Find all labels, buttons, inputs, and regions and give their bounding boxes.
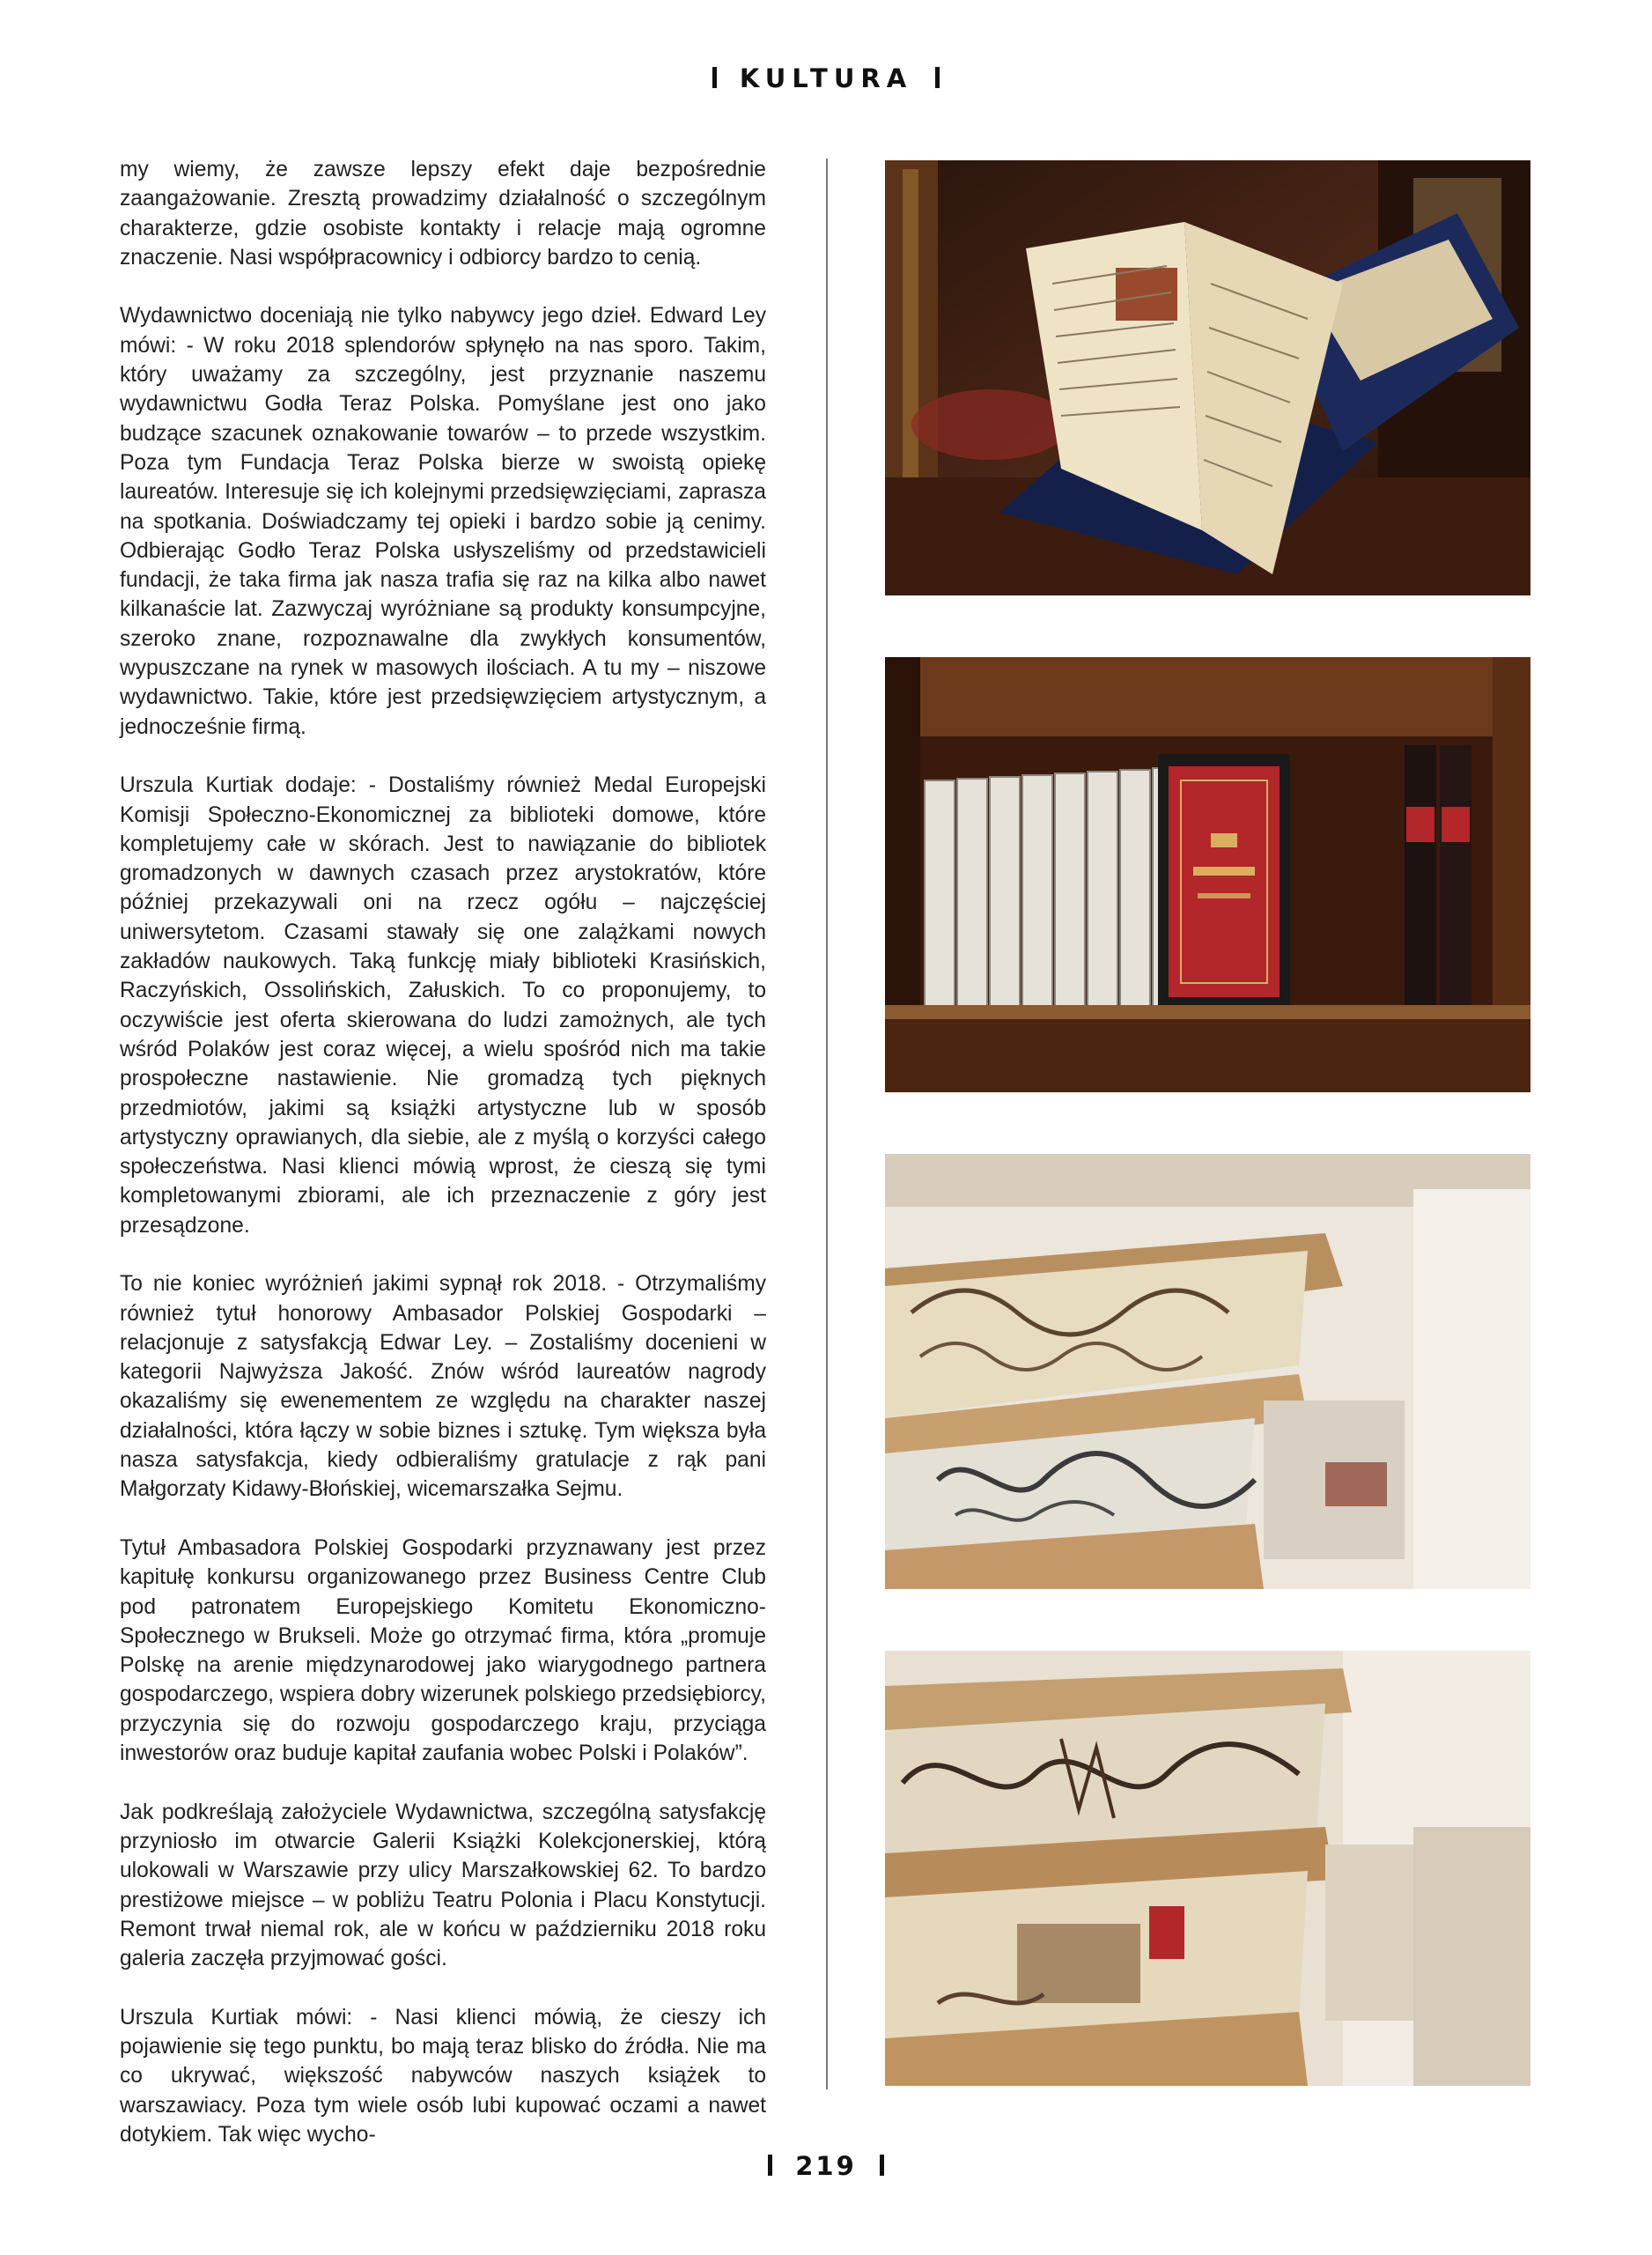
footer-left-bar: [768, 2155, 772, 2176]
photo-leather-books: [885, 657, 1530, 1092]
page-footer: [0, 2151, 1652, 2181]
article-paragraph: Jak podkreślają założyciele Wydawnictwa, szczególną satysfakcję przyniosło im otwarcie Galerii Książki Kolekcjonerskiej, którą ulokowali w Warszawie przy ulicy Marszałkowskiej 62. To bardzo prestiżowe miejsce – w pobliżu Teatru Polonia i Placu Konstytucji. Remont trwał niemal rok, ale w końcu w październiku 2018 roku galeria zaczęła przyjmować gości.: [120, 1800, 766, 1971]
article-paragraph: Urszula Kurtiak dodaje: - Dostaliśmy również Medal Europejski Komisji Społeczno-Ekonomicznej za biblioteki domowe, które kompletujemy całe w skórach. Jest to nawiązanie do bibliotek gromadzonych w dawnych czasach przez arystokratów, które później przekazywali oni na rzecz ogółu – najczęściej uniwersytetom. Czasami stawały się one zalążkami nowych zakładów naukowych. Taką funkcję miały biblioteki Krasińskich, Raczyńskich, Ossolińskich, Załuskich. To co proponujemy, to oczywiście jest oferta skierowana do ludzi zamożnych, ale tych wśród Polaków jest coraz więcej, a wielu spośród nich ma takie prospołeczne nastawienie. Nie gromadzą tych pięknych przedmiotów, jakimi są książki artystyczne lub w sposób artystyczny oprawianych, dla siebie, ale z myślą o korzyści całego społeczeństwa. Nasi klienci mówią wprost, że cieszą się tymi kompletowanymi zbiorami, ale ich przeznaczenie z góry jest przesądzone.: [120, 773, 766, 1238]
footer-right-bar: [880, 2155, 884, 2176]
section-title: KULTURA: [739, 63, 913, 93]
header-right-bar: [935, 67, 940, 88]
photo-painted-edges-1: [885, 1154, 1530, 1589]
article-paragraph: my wiemy, że zawsze lepszy efekt daje bezpośrednie zaangażowanie. Zresztą prowadzimy działalność o szczególnym charakterze, gdzie osobiste kontakty i relacje mają ogromne znaczenie. Nasi współpracownicy i odbiorcy bardzo to cenią.: [120, 158, 766, 270]
header-left-bar: [712, 67, 717, 88]
article-paragraph: Urszula Kurtiak mówi: - Nasi klienci mówią, że cieszy ich pojawienie się tego punktu, bo mają teraz blisko do źródła. Nie ma co ukrywać, większość nabywców naszych książek to warszawiacy. Poza tym wiele osób lubi kupować oczami a nawet dotykiem. Tak więc wycho-: [120, 2005, 766, 2147]
article-paragraph: Tytuł Ambasadora Polskiej Gospodarki przyznawany jest przez kapitułę konkursu organizowanego przez Business Centre Club pod patronatem Europejskiego Komitetu Ekonomiczno-Społecznego w Brukseli. Może go otrzymać firma, która „promuje Polskę na arenie międzynarodowej jako wiarygodnego partnera gospodarczego, wspiera dobry wizerunek polskiego przedsiębiorcy, przyczynia się do rozwoju gospodarczego kraju, przyciąga inwestorów oraz buduje kapitał zaufania wobec Polski i Polaków”.: [120, 1535, 766, 1766]
page-number: 219: [795, 2151, 857, 2181]
photo-open-book: [885, 160, 1530, 595]
photo-painted-edges-2: [885, 1651, 1530, 2086]
column-divider: [826, 159, 828, 2089]
section-header: [0, 63, 1652, 93]
article-paragraph: To nie koniec wyróżnień jakimi sypnął rok 2018. - Otrzymaliśmy również tytuł honorowy Ambasador Polskiej Gospodarki – relacjonuje z satysfakcją Edwar Ley. – Zostaliśmy docenieni w kategorii Najwyższa Jakość. Znów wśród laureatów nagrody okazaliśmy się ewenementem ze względu na charakter naszej działalności, która łączy w sobie biznes i sztukę. Tym większa była nasza satysfakcja, kiedy odbieraliśmy gratulacje z rąk pani Małgorzaty Kidawy-Błońskiej, wicemarszałka Sejmu.: [120, 1272, 766, 1502]
article-column: [120, 155, 766, 2178]
article-paragraph: Wydawnictwo doceniają nie tylko nabywcy jego dzieł. Edward Ley mówi: - W roku 2018 splendorów spłynęło na nas sporo. Takim, który uważamy za szczególny, jest przyznanie naszemu wydawnictwu Godła Teraz Polska. Pomyślane jest ono jako budzące szacunek oznakowanie towarów – to przede wszystkim. Poza tym Fundacja Teraz Polska bierze w swoistą opiekę laureatów. Interesuje się ich kolejnymi przedsięwzięciami, zaprasza na spotkania. Doświadczamy tej opieki i bardzo sobie ją cenimy. Odbierając Godło Teraz Polska usłyszeliśmy od przedstawicieli fundacji, że taka firma jak nasza trafia się raz na kilka albo nawet kilkanaście lat. Zazwyczaj wyróżniane są produkty konsumpcyjne, szeroko znane, rozpoznawalne dla zwykłych konsumentów, wypuszczane na rynek w masowych ilościach. A tu my – niszowe wydawnictwo. Takie, które jest przedsięwzięciem artystycznym, a jednocześnie firmą.: [120, 304, 766, 739]
